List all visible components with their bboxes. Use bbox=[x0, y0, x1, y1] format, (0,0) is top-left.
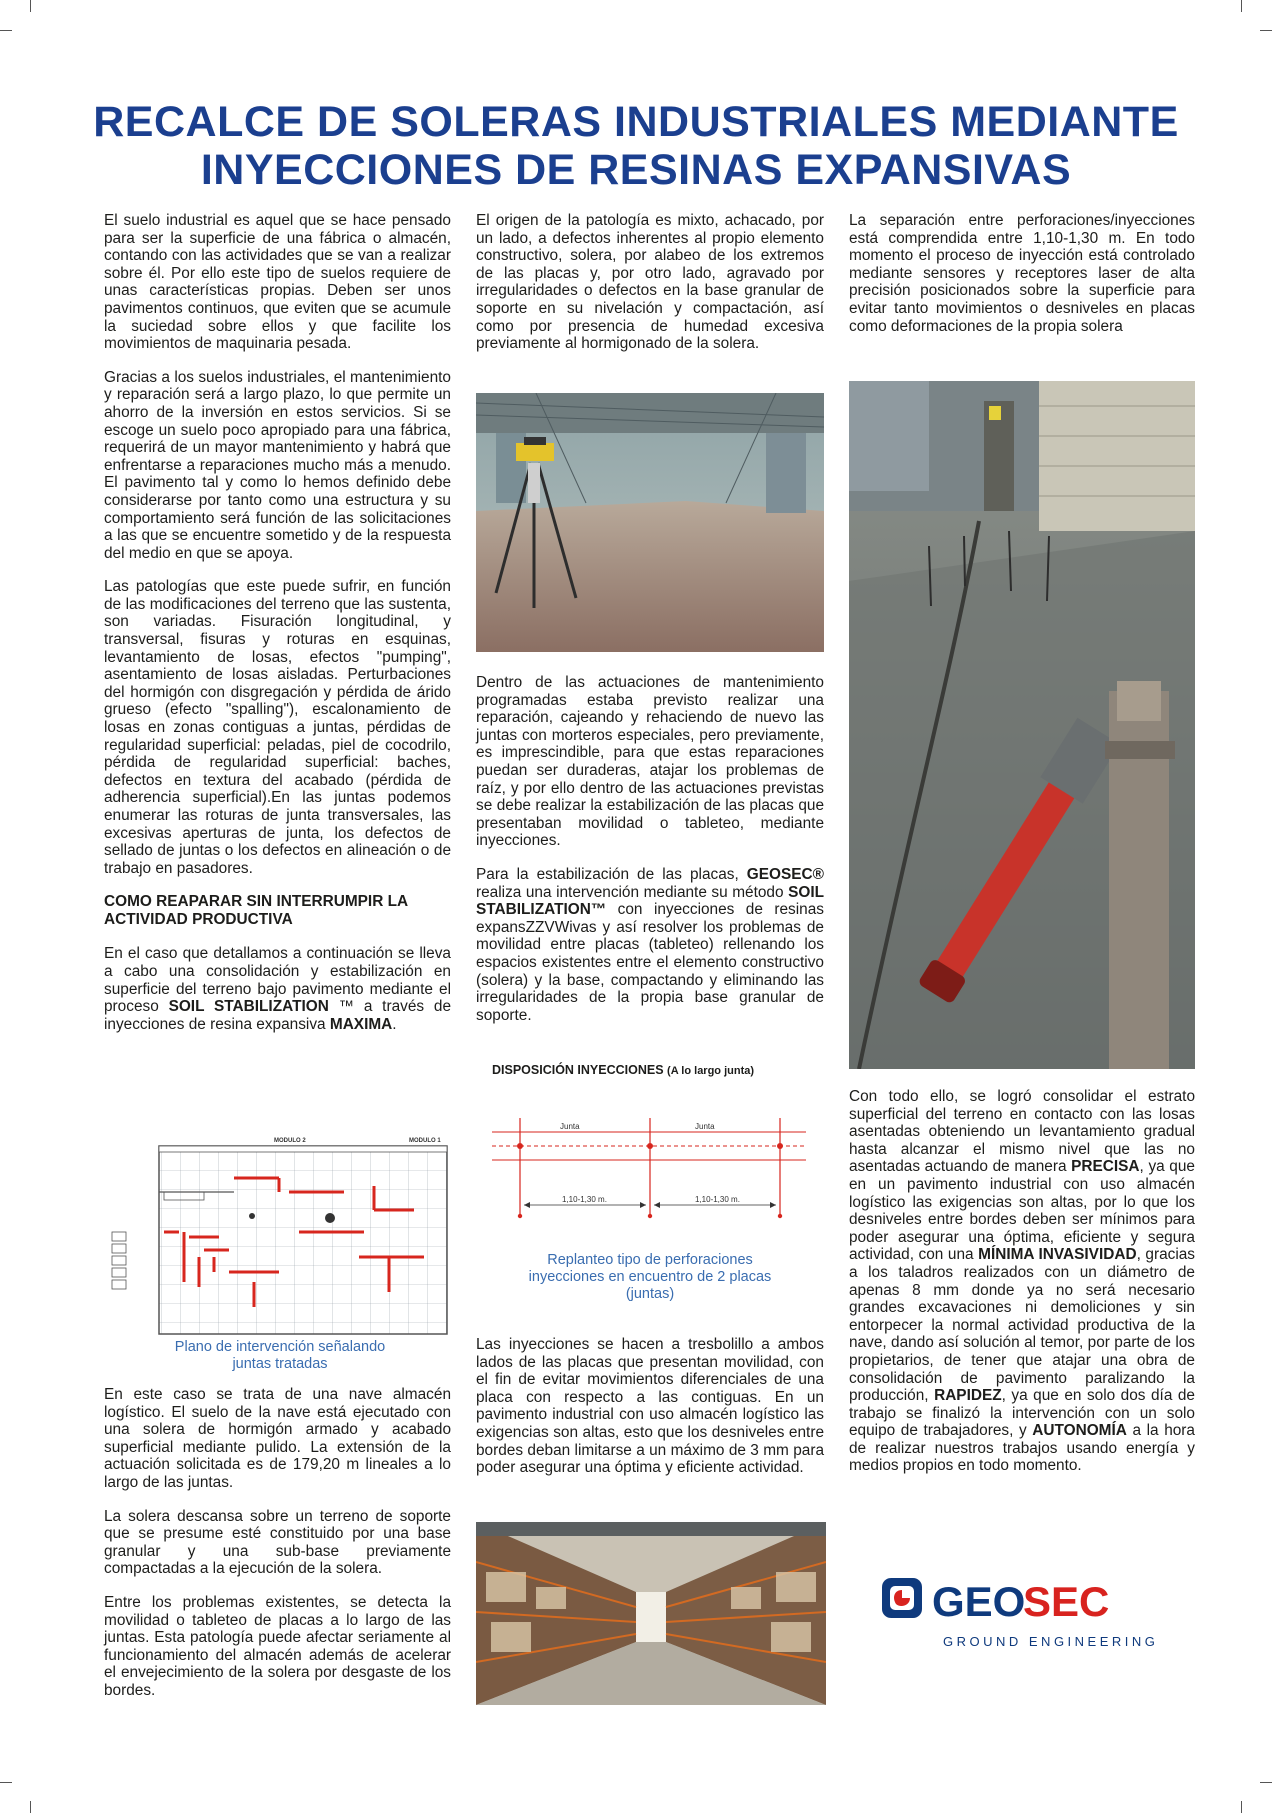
paragraph: En este caso se trata de una nave almacén logístico. El suelo de la nave está ejecutado con una solera de hormigón armado y acabado superficial mediante pulido. La extensión de la actuación solicitada es de 179,20 m lineales a lo largo de las juntas. bbox=[104, 1386, 451, 1491]
paragraph: El origen de la patología es mixto, achacado, por un lado, a defectos inherentes al propio elemento constructivo, solera, por alabeo de los extremos de las placas y, por otro lado, agravado por irregularidades o defectos en la base granular de soporte en su nivelación y compactación, así como por presencia de humedad excesiva previamente al hormigonado de la solera. bbox=[476, 212, 824, 353]
paragraph: La separación entre perforaciones/inyecciones está comprendida entre 1,10-1,30 m. En todo momento el proceso de inyección está controlado mediante sensores y receptores laser de alta precisión posicionados sobre la superficie para evitar tanto movimientos o desniveles en placas como deformaciones de la propia solera bbox=[849, 212, 1195, 335]
logo-name-sec: SEC bbox=[1023, 1578, 1110, 1625]
article-title bbox=[60, 98, 1212, 194]
column-1-lower bbox=[104, 1386, 451, 1716]
dimension-right: 1,10-1,30 m. bbox=[695, 1195, 740, 1204]
crop-mark bbox=[1241, 0, 1242, 12]
floor-plan-caption: Plano de intervención señalando juntas tratadas bbox=[174, 1339, 386, 1372]
crop-mark bbox=[1260, 30, 1272, 31]
column-2-lower bbox=[476, 1336, 824, 1493]
junta-label-left: Junta bbox=[560, 1122, 580, 1131]
column-2-middle bbox=[476, 674, 824, 1040]
paragraph: En el caso que detallamos a continuación se lleva a cabo una consolidación y estabilización en superficie del terreno bajo pavimento mediante el proceso SOIL STABILIZATION ™ a través de inyecciones de resina expansiva MAXIMA. bbox=[104, 945, 452, 1033]
article-title-line-1: RECALCE DE SOLERAS INDUSTRIALES MEDIANTE bbox=[93, 98, 1179, 146]
floor-plan-diagram bbox=[104, 1132, 451, 1336]
paragraph: La solera descansa sobre un terreno de soporte que se presume esté constituido por una base granular y una sub-base previamente compactadas a la ejecución de la solera. bbox=[104, 1507, 451, 1578]
injection-layout-diagram bbox=[490, 1112, 808, 1232]
logo-tagline: GROUND ENGINEERING bbox=[943, 1634, 1159, 1649]
crop-mark bbox=[1260, 1782, 1272, 1783]
diagram-caption: Replanteo tipo de perforaciones inyecciones en encuentro de 2 placas (juntas) bbox=[528, 1252, 772, 1302]
crop-mark bbox=[1241, 1801, 1242, 1813]
paragraph: Las patologías que este puede sufrir, en función de las modificaciones del terreno que las sustenta, son variadas. Fisuración longitudinal, y transversal, fisuras y roturas en esquinas, levantamiento de losas, efectos "pumping", asentamiento de losas aisladas. Perturbaciones del hormigón con disgregación y pérdida de árido grueso (efecto "spalling"), escalonamiento de losas en zonas contiguas a juntas, pérdidas de regularidad superficial: peladas, piel de cocodrilo, pérdida de regularidad superficial: baches, defectos en textura del acabado (pérdida de adherencia superficial).En las juntas podemos enumerar las roturas de junta transversales, las excesivas aperturas de junta, los defectos de sellado de juntas o los defectos en alineación o de trabajo en pasadores. bbox=[104, 578, 451, 877]
logo-mark-icon bbox=[882, 1578, 922, 1618]
paragraph: Con todo ello, se logró consolidar el estrato superficial del terreno en contacto con las losas asentadas obteniendo un levantamiento gradual hasta alcanzar el mismo nivel que las no asentadas actuando de manera PRECISA, ya que en un pavimento industrial con uso almacén logístico las exigencias son altas, por lo que los desniveles entre bordes deben ser mínimos para poder asegurar una óptima, eficiente y segura actividad, con una MÍNIMA INVASIVIDAD, gracias a los taladros realizados con un diámetro de apenas 8 mm donde ya no será necesario grandes excavaciones ni demoliciones y sin entorpecer la normal actividad productiva de la nave, dando así solución al temor, por parte de los propietarios, de tener que atajar una obra de consolidación de pavimento paralizando la producción, RAPIDEZ, ya que en solo dos día de trabajo se finalizó la intervención con un solo equipo de trabajadores, y AUTONOMÍA a la hora de realizar nuestros trabajos usando energía y medios propios en todo momento. bbox=[849, 1088, 1196, 1475]
crop-mark bbox=[0, 1782, 12, 1783]
crop-mark bbox=[0, 30, 12, 31]
dimension-left: 1,10-1,30 m. bbox=[562, 1195, 607, 1204]
paragraph: Las inyecciones se hacen a tresbolillo a ambos lados de las placas que presentan movilidad, con el fin de evitar movimientos diferenciales de una placa con respecto a las contiguas. En un pavimento industrial con uso almacén logístico las exigencias son altas, esto que los desniveles entre bordes deban limitarse a un máximo de 3 mm para poder asegurar una óptima y eficiente actividad. bbox=[476, 1336, 824, 1477]
section-heading: COMO REAPARAR SIN INTERRUMPIR LA ACTIVIDAD PRODUCTIVA bbox=[104, 893, 408, 929]
paragraph: Gracias a los suelos industriales, el mantenimiento y reparación será a largo plazo, lo que permite un ahorro de la inversión en estos servicios. Si se escoge un suelo poco apropiado para una fábrica, requerirá de un mayor mantenimiento y habrá que enfrentarse a reparaciones mucho más a menudo. El pavimento tal y como lo hemos definido debe considerarse por tanto como una estructura y su comportamiento será función de las solicitaciones a las que se encuentre sometido y de la respuesta del medio en que se apoya. bbox=[104, 368, 451, 562]
paragraph: Para la estabilización de las placas, GEOSEC® realiza una intervención mediante su método SOIL STABILIZATION™ con inyecciones de resinas expansZZVWivas y así resolver los problemas de movilidad entre placas (tableteo) rellenando los espacios existentes entre el elemento constructivo (solera) y la base, compactando y eliminando las irregularidades de la propia base granular de soporte. bbox=[476, 865, 824, 1024]
column-1 bbox=[104, 212, 451, 1049]
crop-mark bbox=[30, 1801, 31, 1813]
logo-name-geo: GEO bbox=[932, 1578, 1026, 1625]
paragraph: Dentro de las actuaciones de mantenimiento programadas estaba previsto realizar una reparación, cajeando y rehaciendo de nuevo las juntas con morteros especiales, pero previamente, es imprescindible, para que estas reparaciones puedan ser duraderas, atajar los problemas de raíz, y por ello dentro de las actuaciones previstas se debe realizar la estabilización de las placas que presentaban movilidad o tableteo, mediante inyecciones. bbox=[476, 674, 824, 850]
paragraph: El suelo industrial es aquel que se hace pensado para ser la superficie de una fábrica o almacén, contando con las actividades que se van a realizar sobre él. Por ello este tipo de suelos requiere de unas características propias. Deben ser unos pavimentos continuos, que eviten que se acumule la suciedad sobre ellos y que facilite los movimientos de maquinaria pesada. bbox=[104, 212, 451, 353]
injection-tubes-photo bbox=[849, 381, 1195, 1069]
article-title-line-2: INYECCIONES DE RESINAS EXPANSIVAS bbox=[200, 146, 1072, 194]
junta-label-right: Junta bbox=[695, 1122, 715, 1131]
crop-mark bbox=[30, 0, 31, 12]
laser-tripod-photo bbox=[476, 393, 824, 652]
column-2-upper bbox=[476, 212, 824, 369]
column-3-lower bbox=[849, 1088, 1195, 1491]
column-3-upper bbox=[849, 212, 1195, 351]
plan-module-2: MODULO 2 bbox=[274, 1138, 306, 1144]
plan-module-1: MODULO 1 bbox=[409, 1138, 441, 1144]
paragraph: Entre los problemas existentes, se detecta la movilidad o tableteo de placas a lo largo de las juntas. Esta patología puede afectar seriamente al funcionamiento del almacén además de acelerar el envejecimiento de la solera por desgaste de los bordes. bbox=[104, 1593, 451, 1699]
diagram-title: DISPOSICIÓN INYECCIONES (A lo largo junta) bbox=[492, 1063, 755, 1077]
warehouse-racks-photo bbox=[476, 1522, 826, 1705]
geosec-logo bbox=[880, 1576, 1170, 1656]
